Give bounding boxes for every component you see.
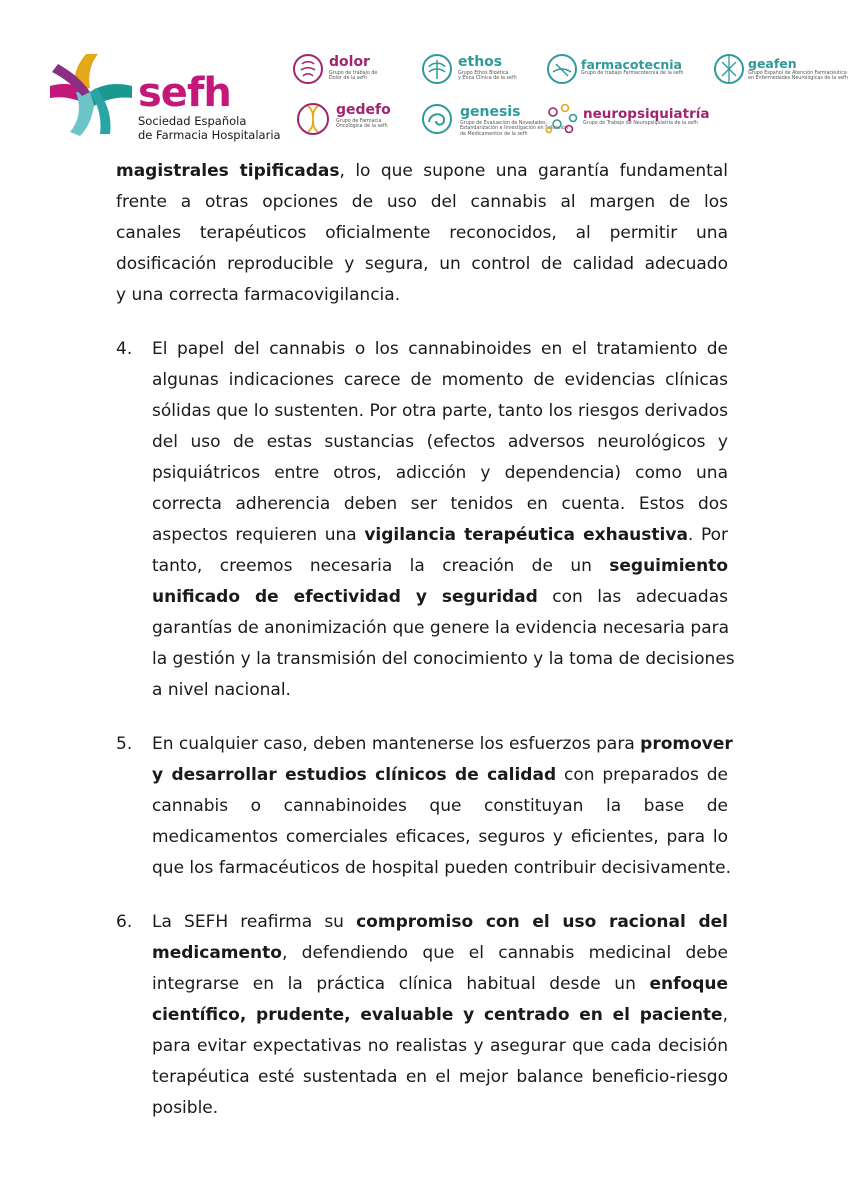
text-line: [152, 334, 728, 365]
text-run: a nivel nacional.: [152, 680, 291, 700]
text-line: [152, 675, 728, 706]
text-run: integrarse en la práctica clínica habitual desde un: [152, 974, 650, 994]
text-run: tanto, creemos necesaria la creación de un: [152, 556, 610, 576]
bold-text: científico, prudente, evaluable y centrado en el paciente: [152, 1005, 723, 1025]
group-logo-neuropsiquiatria: neuropsiquiatría Grupo de Trabajo de Neuropsiquiatría de la sefh: [545, 100, 705, 140]
text-run: garantías de anonimización que genere la evidencia necesaria para: [152, 618, 730, 638]
text-line: [152, 396, 728, 427]
list-item-text: [152, 907, 728, 1124]
text-run: y una correcta farmacovigilancia.: [116, 285, 401, 305]
bold-text: y desarrollar estudios clínicos de calidad: [152, 765, 557, 785]
list-item-text: [152, 729, 733, 884]
text-line: [152, 822, 728, 853]
bold-text: vigilancia terapéutica exhaustiva: [364, 525, 688, 545]
text-run: del uso de estas sustancias (efectos adversos neurológicos y: [152, 432, 728, 452]
text-run: posible.: [152, 1098, 219, 1118]
text-run: La SEFH reafirma su: [152, 912, 357, 932]
text-run: con preparados de: [556, 765, 729, 785]
brand-name: sefh: [138, 70, 231, 116]
text-line: [152, 1031, 728, 1062]
text-line: [152, 1062, 728, 1093]
text-line: [116, 156, 728, 187]
text-run: terapéutica esté sustentada en el mejor balance beneficio-riesgo: [152, 1067, 728, 1087]
network-icon: [545, 102, 579, 136]
page-header: [0, 0, 848, 150]
bold-text: seguimiento: [609, 556, 728, 576]
text-line: [116, 249, 728, 280]
text-line: [152, 489, 728, 520]
sefh-logo: [46, 48, 281, 144]
text-run: sólidas que lo sustenten. Por otra parte, tanto los riesgos derivados: [152, 401, 728, 421]
group-logo-farmacotecnia: farmacotecnia Grupo de trabajo Farmacotecnia de la sefh: [545, 50, 695, 90]
text-run: El papel del cannabis o los cannabinoides en el tratamiento de: [152, 339, 728, 359]
text-line: [152, 458, 728, 489]
text-line: [152, 907, 728, 938]
text-line: [152, 613, 728, 644]
pill-icon: [545, 52, 579, 86]
text-run: En cualquier caso, deben mantenerse los esfuerzos para: [152, 734, 641, 754]
text-run: algunas indicaciones carece de momento de evidencias clínicas: [152, 370, 728, 390]
list-item-text: [152, 334, 735, 706]
list-item: [116, 729, 733, 884]
intro-paragraph: [116, 156, 728, 311]
bold-text: medicamento: [152, 943, 282, 963]
list-number: 5.: [116, 734, 133, 754]
text-run: que los farmacéuticos de hospital pueden contribuir decisivamente.: [152, 858, 732, 878]
text-line: [152, 520, 728, 551]
group-logo-genesis: genesis Grupo de Evaluación de Novedades, Estandarización e Investigación en Selección de Medicamentos de la sefh: [420, 100, 550, 140]
text-run: , lo que supone una garantía fundamental: [339, 161, 728, 181]
text-run: ,: [722, 1005, 728, 1025]
text-run: frente a otras opciones de uso del cannabis al margen de los: [116, 192, 728, 212]
sefh-cross-icon: [46, 48, 136, 138]
text-run: la gestión y la transmisión del conocimiento y la toma de decisiones: [152, 649, 735, 669]
list-item: [116, 334, 735, 706]
list-item: [116, 907, 728, 1124]
text-line: [152, 729, 733, 760]
text-line: [152, 644, 735, 675]
brand-subtitle: Sociedad Española de Farmacia Hospitalaria: [138, 114, 281, 142]
text-line: [152, 969, 728, 1000]
text-run: medicamentos comerciales eficaces, seguros y eficientes, para lo: [152, 827, 728, 847]
brain-icon: [291, 52, 325, 86]
swirl-icon: [420, 102, 454, 136]
text-run: psiquiátricos entre otros, adicción y dependencia) como una: [152, 463, 728, 483]
bold-text: unificado de efectividad y seguridad: [152, 587, 538, 607]
text-line: [152, 938, 728, 969]
group-logo-ethos: ethos Grupo Ethos Bioética y Ética Clínica de la sefh: [420, 50, 540, 90]
document-body: [116, 156, 735, 1124]
text-run: para evitar expectativas no realistas y asegurar que cada decisión: [152, 1036, 728, 1056]
text-line: [152, 365, 728, 396]
text-run: correcta adherencia deben ser tenidos en cuenta. Estos dos: [152, 494, 728, 514]
numbered-list: [116, 334, 735, 1124]
text-line: [152, 1000, 728, 1031]
group-logo-gedefo: gedefo Grupo de Farmacia Oncológica de la sefh: [296, 98, 416, 138]
bold-text: enfoque: [649, 974, 728, 994]
text-line: [152, 1093, 728, 1124]
text-run: aspectos requieren una: [152, 525, 365, 545]
globe-icon: [712, 52, 746, 86]
group-logo-geafen: geafen Grupo Español de Atención Farmacéutica en Enfermedades Neurológicas de la sefh: [712, 50, 832, 90]
text-line: [116, 280, 728, 311]
bold-text: promover: [640, 734, 733, 754]
text-line: [152, 582, 728, 613]
text-run: , defendiendo que el cannabis medicinal debe: [281, 943, 728, 963]
bold-text: compromiso con el uso racional del: [356, 912, 728, 932]
text-run: cannabis o cannabinoides que constituyan la base de: [152, 796, 728, 816]
dna-icon: [296, 100, 330, 138]
text-run: . Por: [687, 525, 728, 545]
text-line: [152, 551, 728, 582]
text-line: [116, 187, 728, 218]
text-line: [152, 427, 728, 458]
list-number: 6.: [116, 912, 133, 932]
brain-icon: [420, 52, 454, 86]
text-run: canales terapéuticos oficialmente reconocidos, al permitir una: [116, 223, 728, 243]
text-run: dosificación reproducible y segura, un control de calidad adecuado: [116, 254, 728, 274]
text-line: [116, 218, 728, 249]
text-line: [152, 853, 732, 884]
list-number: 4.: [116, 339, 133, 359]
bold-text: magistrales tipificadas: [116, 161, 340, 181]
text-line: [152, 791, 728, 822]
text-run: con las adecuadas: [537, 587, 728, 607]
group-logo-dolor: dolor Grupo de trabajo de Dolor de la sefh: [291, 50, 411, 90]
text-line: [152, 760, 728, 791]
